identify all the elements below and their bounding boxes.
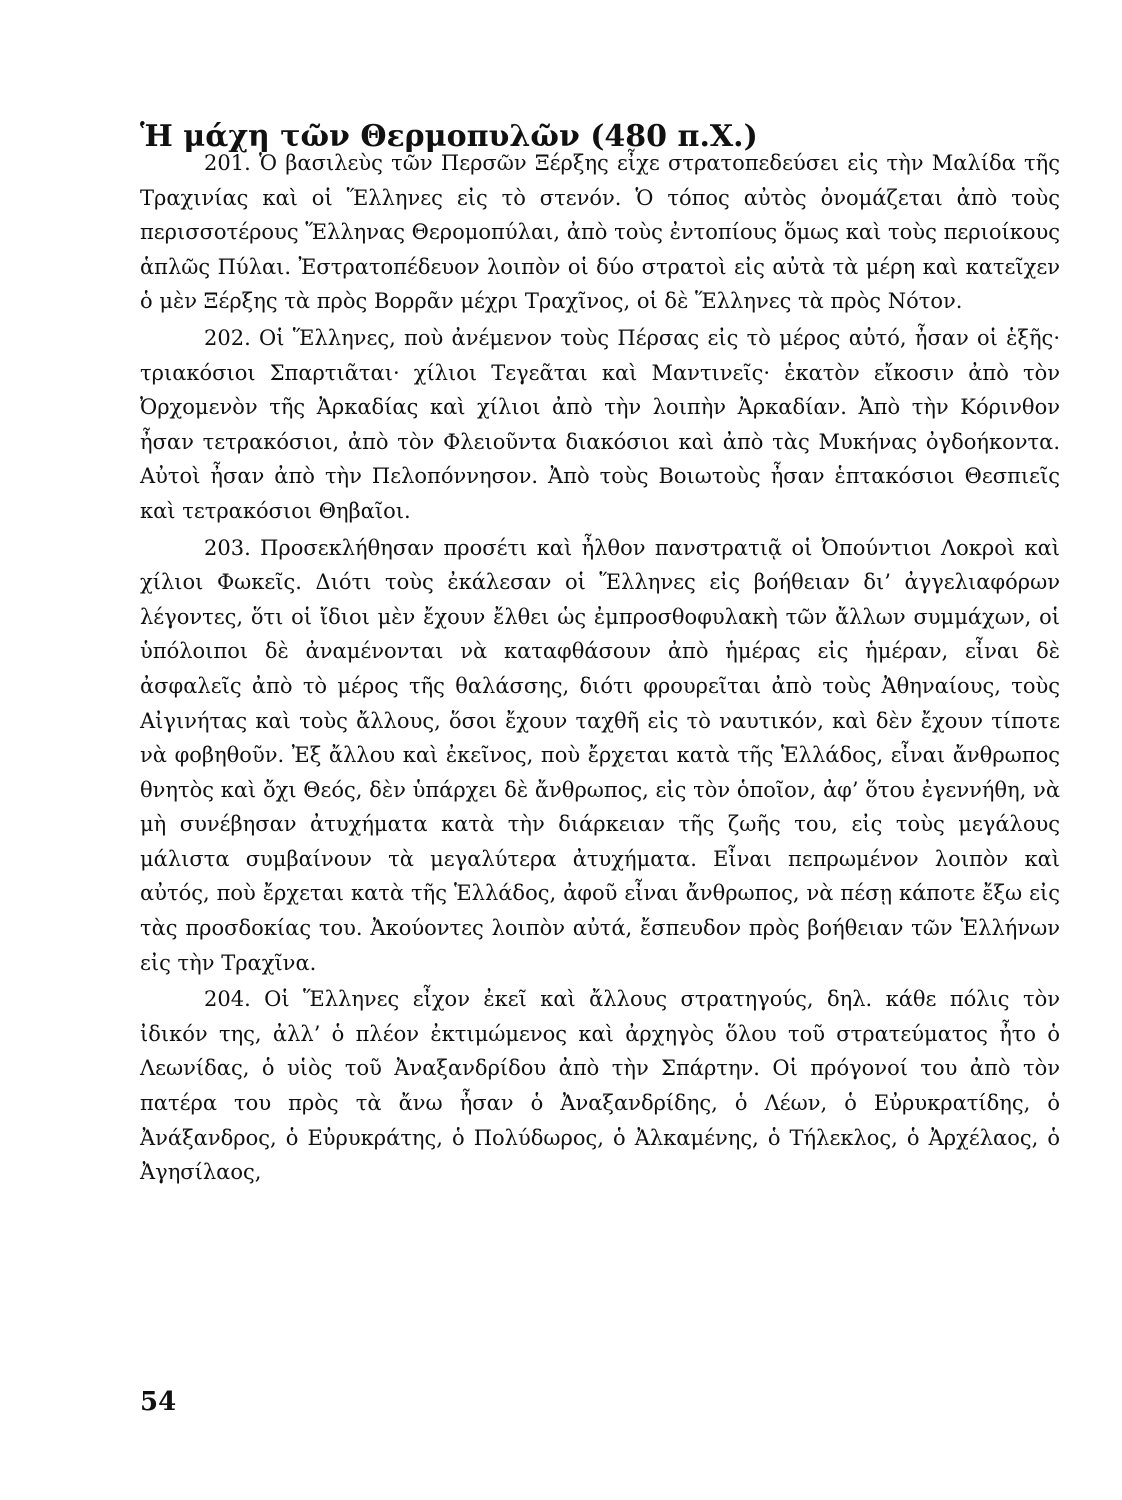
body-text	[140, 146, 1060, 1192]
paragraph-203: 203. Προσεκλήθησαν προσέτι καὶ ἦλθον πανστρατιᾷ οἱ Ὀπούντιοι Λοκροὶ καὶ χίλιοι Φωκεῖς. Διότι τοὺς ἐκάλεσαν οἱ Ἕλληνες εἰς βοήθειαν δι’ ἀγγελιαφόρων λέγοντες, ὅτι οἱ ἴδιοι μὲν ἔχουν ἔλθει ὡς ἐμπροσθοφυλακὴ τῶν ἄλλων συμμάχων, οἱ ὑπόλοιποι δὲ ἀναμένονται νὰ καταφθάσουν ἀπὸ ἡμέρας εἰς ἡμέραν, εἶναι δὲ ἀσφαλεῖς ἀπὸ τὸ μέρος τῆς θαλάσσης, διότι φρουρεῖται ἀπὸ τοὺς Ἀθηναίους, τοὺς Αἰγινήτας καὶ τοὺς ἄλλους, ὅσοι ἔχουν ταχθῆ εἰς τὸ ναυτικόν, καὶ δὲν ἔχουν τίποτε νὰ φοβηθοῦν. Ἐξ ἄλλου καὶ ἐκεῖνος, ποὺ ἔρχεται κατὰ τῆς Ἑλλάδος, εἶναι ἄνθρωπος θνητὸς καὶ ὄχι Θεός, δὲν ὑπάρχει δὲ ἄνθρωπος, εἰς τὸν ὁποῖον, ἀφ’ ὅτου ἐγεννήθη, νὰ μὴ συνέβησαν ἀτυχήματα κατὰ τὴν διάρκειαν τῆς ζωῆς του, εἰς τοὺς μεγάλους μάλιστα συμβαίνουν τὰ μεγαλύτερα ἀτυχήματα. Εἶναι πεπρωμένον λοιπὸν καὶ αὐτός, ποὺ ἔρχεται κατὰ τῆς Ἑλλάδος, ἀφοῦ εἶναι ἄνθρωπος, νὰ πέσῃ κάποτε ἔξω εἰς τὰς προσδοκίας του. Ἀκούοντες λοιπὸν αὐτά, ἔσπευδον πρὸς βοήθειαν τῶν Ἑλλήνων εἰς τὴν Τραχῖνα.	[140, 535, 1060, 975]
paragraph-201: 201. Ὁ βασιλεὺς τῶν Περσῶν Ξέρξης εἶχε στρατοπεδεύσει εἰς τὴν Μαλίδα τῆς Τραχινίας καὶ οἱ Ἕλληνες εἰς τὸ στενόν. Ὁ τόπος αὐτὸς ὀνομάζεται ἀπὸ τοὺς περισσοτέρους Ἕλληνας Θερομοπύλαι, ἀπὸ τοὺς ἐντοπίους ὅμως καὶ τοὺς περιοίκους ἁπλῶς Πύλαι. Ἐστρατοπέδευον λοιπὸν οἱ δύο στρατοὶ εἰς αὐτὰ τὰ μέρη καὶ κατεῖχεν ὁ μὲν Ξέρξης τὰ πρὸς Βορρᾶν μέχρι Τραχῖνος, οἱ δὲ Ἕλληνες τὰ πρὸς Νότον.	[140, 151, 1060, 314]
paragraph-202: 202. Οἱ Ἕλληνες, ποὺ ἀνέμενον τοὺς Πέρσας εἰς τὸ μέρος αὐτό, ἦσαν οἱ ἑξῆς· τριακόσιοι Σπαρτιᾶται· χίλιοι Τεγεᾶται καὶ Μαντινεῖς· ἑκατὸν εἴκοσιν ἀπὸ τὸν Ὀρχομενὸν τῆς Ἀρκαδίας καὶ χίλιοι ἀπὸ τὴν λοιπὴν Ἀρκαδίαν. Ἀπὸ τὴν Κόρινθον ἦσαν τετρακόσιοι, ἀπὸ τὸν Φλειοῦντα διακόσιοι καὶ ἀπὸ τὰς Μυκήνας ὀγδοήκοντα. Αὐτοὶ ἦσαν ἀπὸ τὴν Πελοπόννησον. Ἀπὸ τοὺς Βοιωτοὺς ἦσαν ἑπτακόσιοι Θεσπιεῖς καὶ τετρακόσιοι Θηβαῖοι.	[140, 325, 1060, 523]
page-number: 54	[140, 1387, 177, 1417]
page-title: Ἡ μάχη τῶν Θερμοπυλῶν (480 π.Χ.)	[140, 119, 758, 155]
paragraph-204: 204. Οἱ Ἕλληνες εἶχον ἐκεῖ καὶ ἄλλους στρατηγούς, δηλ. κάθε πόλις τὸν ἰδικόν της, ἀλλ’ ὁ πλέον ἐκτιμώμενος καὶ ἀρχηγὸς ὅλου τοῦ στρατεύματος ἦτο ὁ Λεωνίδας, ὁ υἱὸς τοῦ Ἀναξανδρίδου ἀπὸ τὴν Σπάρτην. Οἱ πρόγονοί του ἀπὸ τὸν πατέρα του πρὸς τὰ ἄνω ἦσαν ὁ Ἀναξανδρίδης, ὁ Λέων, ὁ Εὐρυκρατίδης, ὁ Ἀνάξανδρος, ὁ Εὐρυκράτης, ὁ Πολύδωρος, ὁ Ἀλκαμένης, ὁ Τήλεκλος, ὁ Ἀρχέλαος, ὁ Ἀγησίλαος,	[140, 987, 1060, 1185]
